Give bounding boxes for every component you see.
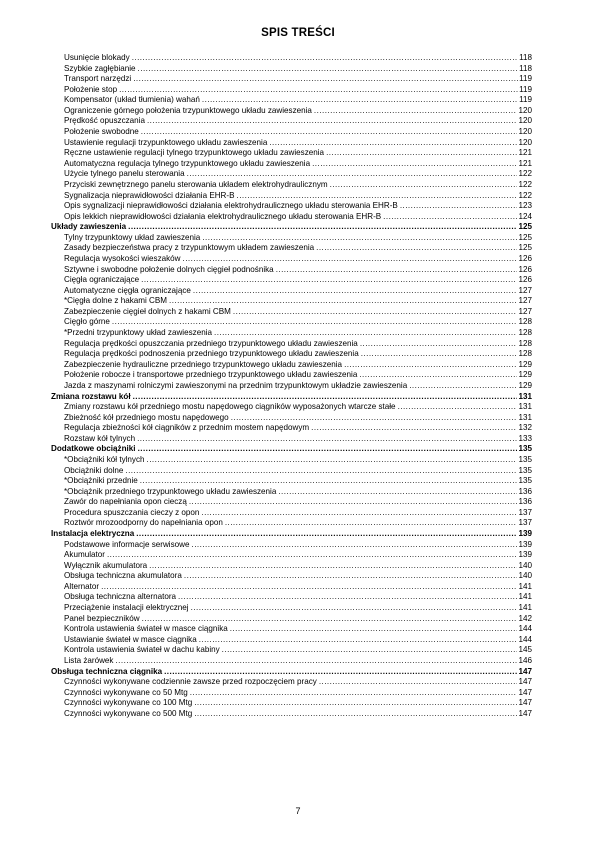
toc-entry-page: 119 [519,95,532,105]
toc-entry-title: Cięgło górne [64,317,110,327]
toc-entry[interactable] [64,402,532,413]
toc-entry[interactable] [64,635,532,646]
toc-dot-leader [187,169,518,180]
toc-entry[interactable] [64,296,532,307]
toc-dot-leader [132,53,518,64]
toc-dot-leader [344,360,517,371]
toc-section-entry[interactable] [51,529,532,540]
toc-entry-page: 122 [518,169,532,179]
toc-entry-page: 140 [518,560,532,570]
toc-entry[interactable] [64,64,532,75]
toc-dot-leader [199,635,518,646]
toc-entry[interactable] [64,540,532,551]
toc-entry-title: Wyłącznik akumulatora [64,560,148,570]
toc-entry-page: 121 [518,148,532,158]
toc-entry[interactable] [64,698,532,709]
toc-dot-leader [178,592,517,603]
toc-dot-leader [319,677,518,688]
toc-entry-page: 119 [519,74,532,84]
toc-entry-page: 145 [518,645,532,655]
toc-dot-leader [230,624,518,635]
toc-entry-page: 131 [518,402,532,412]
toc-entry-title: Obsługa techniczna akumulatora [64,571,182,581]
toc-entry[interactable] [64,53,532,64]
toc-section-entry[interactable] [51,222,532,233]
toc-dot-leader [101,582,517,593]
toc-dot-leader [214,328,517,339]
toc-entry-title: Roztwór mrozoodporny do napełniania opon [64,518,223,528]
toc-entry-page: 139 [518,539,532,549]
toc-entry[interactable] [64,487,532,498]
toc-entry-title: Obciążniki dolne [64,465,124,475]
toc-entry[interactable] [64,159,532,170]
toc-entry-page: 142 [518,613,532,623]
toc-dot-leader [201,508,517,519]
toc-entry[interactable] [64,201,532,212]
toc-entry-page: 128 [518,317,532,327]
toc-entry-title: Podstawowe informacje serwisowe [64,539,190,549]
toc-entry-page: 147 [518,666,532,676]
toc-entry-title: *Obciążnik przedniego trzypunktowego układu zawieszenia [64,486,277,496]
toc-entry-page: 126 [518,264,532,274]
toc-entry[interactable] [64,317,532,328]
toc-entry-title: Obsługa techniczna ciągnika [51,666,163,676]
toc-section-entry[interactable] [51,392,532,403]
toc-entry-title: *Przedni trzypunktowy układ zawieszenia [64,328,213,338]
toc-entry[interactable] [64,381,532,392]
toc-entry-title: Ustawianie świateł w masce ciągnika [64,634,197,644]
toc-entry[interactable] [64,508,532,519]
toc-dot-leader [409,381,517,392]
toc-entry-title: Kompensator (układ tłumienia) wahań [64,95,200,105]
toc-entry-page: 144 [518,634,532,644]
toc-entry-title: Panel bezpieczników [64,613,140,623]
toc-entry-title: Czynności wykonywane co 100 Mtg [64,698,193,708]
toc-entry-page: 141 [518,581,532,591]
toc-entry-title: Usunięcie blokady [64,53,130,62]
toc-entry[interactable] [64,254,532,265]
toc-entry[interactable] [64,677,532,688]
toc-entry-title: Rozstaw kół tylnych [64,433,136,443]
toc-entry[interactable] [64,476,532,487]
toc-entry[interactable] [64,233,532,244]
toc-entry-title: Ręczne ustawienie regulacji tylnego trzypunktowego układu zawieszenia [64,148,325,158]
toc-entry[interactable] [64,265,532,276]
toc-dot-leader [398,402,518,413]
toc-entry-title: *Obciążniki przednie [64,476,138,486]
toc-entry[interactable] [64,169,532,180]
toc-entry-page: 141 [518,592,532,602]
toc-entry-title: Regulacja zbieżności kół ciągników z przednim mostem napędowym [64,423,310,433]
toc-entry-title: Cięgła ograniczające [64,275,140,285]
toc-entry[interactable] [64,106,532,117]
toc-entry-page: 129 [518,359,532,369]
toc-section-entry[interactable] [51,667,532,678]
toc-entry-title: Procedura spuszczania cieczy z opon [64,507,200,517]
toc-entry-page: 128 [518,338,532,348]
toc-entry[interactable] [64,582,532,593]
toc-entry-title: Dodatkowe obciążniki [51,444,136,454]
toc-entry-title: Przyciski zewnętrznego panelu sterowania układem elektrohydraulicznym [64,179,328,189]
toc-entry-title: Instalacja elektryczna [51,529,135,539]
toc-entry-page: 135 [518,465,532,475]
toc-entry-title: Alternator [64,581,100,591]
toc-entry[interactable] [64,592,532,603]
toc-entry-page: 132 [518,423,532,433]
toc-entry[interactable] [64,561,532,572]
toc-entry[interactable] [64,413,532,424]
toc-entry[interactable] [64,127,532,138]
toc-dot-leader [191,603,518,614]
toc-dot-leader [138,444,518,455]
toc-dot-leader [194,709,517,720]
toc-dot-leader [330,180,518,191]
toc-dot-leader [361,349,518,360]
toc-dot-leader [147,116,518,127]
toc-entry-title: Użycie tylnego panelu sterowania [64,169,185,179]
toc-entry-page: 123 [518,201,532,211]
toc-dot-leader [314,106,518,117]
toc-dot-leader [276,265,518,276]
toc-dot-leader [316,243,517,254]
toc-entry-title: Akumulator [64,550,105,560]
toc-entry[interactable] [64,275,532,286]
toc-entry-title: Opis lekkich nieprawidłowości działania elektrohydraulicznego układu sterowania EHR-B [64,211,382,221]
toc-entry-title: Obsługa techniczna alternatora [64,592,177,602]
toc-entry-page: 129 [518,370,532,380]
toc-entry-page: 131 [518,412,532,422]
toc-entry[interactable] [64,339,532,350]
toc-dot-leader [147,455,518,466]
toc-entry-page: 139 [518,550,532,560]
toc-entry[interactable] [64,191,532,202]
toc-dot-leader [141,127,518,138]
toc-entry-title: Zmiana rozstawu kół [51,391,131,401]
toc-entry-title: Transport narzędzi [64,74,132,84]
toc-entry-page: 146 [518,655,532,665]
toc-dot-leader [222,645,518,656]
toc-entry-title: Układy zawieszenia [51,222,127,232]
toc-entry[interactable] [64,85,532,96]
toc-entry-page: 124 [518,211,532,221]
toc-entry[interactable] [64,349,532,360]
toc-entry[interactable] [64,550,532,561]
toc-entry-page: 120 [518,116,532,126]
toc-entry-title: *Obciążniki kół tylnych [64,454,145,464]
toc-dot-leader [136,529,517,540]
toc-dot-leader [360,339,518,350]
toc-dot-leader [400,201,518,212]
toc-dot-leader [311,423,517,434]
toc-entry-title: Jazda z maszynami rolniczymi zawieszonymi na przednim trzypunktowym układzie zawieszenia [64,380,408,390]
toc-entry-page: 128 [518,349,532,359]
toc-dot-leader [107,550,518,561]
toc-entry[interactable] [64,434,532,445]
toc-entry-title: Sygnalizacja nieprawidłowości działania EHR-B [64,190,235,200]
toc-entry[interactable] [64,180,532,191]
toc-dot-leader [233,307,518,318]
toc-entry[interactable] [64,370,532,381]
toc-entry-page: 135 [518,454,532,464]
toc-entry[interactable] [64,423,532,434]
toc-entry-page: 133 [518,433,532,443]
toc-entry-page: 147 [518,687,532,697]
toc-dot-leader [359,370,517,381]
toc-dot-leader [202,233,517,244]
toc-dot-leader [383,212,517,223]
toc-entry-page: 125 [518,222,532,232]
toc-entry-title: *Cięgła dolne z hakami CBM [64,296,168,306]
toc-dot-leader [189,497,518,508]
toc-entry[interactable] [64,518,532,529]
toc-entry-page: 147 [518,708,532,718]
toc-entry-page: 125 [518,243,532,253]
toc-entry-page: 137 [518,507,532,517]
toc-dot-leader [133,392,518,403]
toc-entry-page: 128 [518,328,532,338]
toc-dot-leader [231,413,518,424]
toc-dot-leader [112,317,518,328]
toc-dot-leader [202,95,518,106]
toc-entry-page: 147 [518,677,532,687]
toc-entry[interactable] [64,656,532,667]
toc-entry-title: Tylny trzypunktowy układ zawieszenia [64,232,201,242]
toc-entry-title: Kontrola ustawienia świateł w dachu kabiny [64,645,220,655]
toc-entry[interactable] [64,116,532,127]
toc-entry[interactable] [64,212,532,223]
toc-entry-page: 119 [519,84,532,94]
toc-dot-leader [278,487,517,498]
toc-entry-page: 144 [518,624,532,634]
toc-entry-page: 126 [518,275,532,285]
toc-entry-page: 135 [518,476,532,486]
toc-entry-page: 125 [518,232,532,242]
toc-entry-page: 140 [518,571,532,581]
toc-entry[interactable] [64,74,532,85]
toc-entry[interactable] [64,455,532,466]
toc-entry-page: 127 [518,306,532,316]
toc-entry-title: Zawór do napełniania opon cieczą [64,497,187,507]
toc-entry-title: Położenie swobodne [64,127,139,137]
toc-entry[interactable] [64,307,532,318]
toc-entry[interactable] [64,466,532,477]
toc-entry[interactable] [64,95,532,106]
toc-entry-page: 121 [518,158,532,168]
toc-entry[interactable] [64,709,532,720]
toc-entry-page: 118 [519,53,532,62]
toc-dot-leader [125,466,517,477]
toc-entry[interactable] [64,603,532,614]
toc-dot-leader [312,159,517,170]
toc-entry-title: Automatyczne cięgła ograniczające [64,285,191,295]
toc-dot-leader [115,656,517,667]
toc-entry[interactable] [64,624,532,635]
toc-dot-leader [193,286,518,297]
toc-entry-title: Automatyczna regulacja tylnego trzypunktowego układu zawieszenia [64,158,311,168]
toc-entry-title: Czynności wykonywane codziennie zawsze przed rozpoczęciem pracy [64,677,317,687]
toc-entry-page: 127 [518,296,532,306]
toc-entry[interactable] [64,571,532,582]
toc-entry[interactable] [64,688,532,699]
toc-dot-leader [140,476,518,487]
toc-entry-title: Kontrola ustawienia świateł w masce ciągnika [64,624,228,634]
toc-entry-title: Zasady bezpieczeństwa pracy z trzypunktowym układem zawieszenia [64,243,315,253]
toc-section-entry[interactable] [51,444,532,455]
toc-entry-title: Regulacja prędkości podnoszenia przedniego trzypunktowego układu zawieszenia [64,349,359,359]
toc-dot-leader [141,275,517,286]
toc-entry-title: Opis sygnalizacji nieprawidłowości działania elektrohydraulicznego układu sterowania EHR-B [64,201,398,211]
toc-entry-page: 120 [518,127,532,137]
toc-dot-leader [237,191,518,202]
toc-entry-page: 129 [518,380,532,390]
toc-entry-page: 126 [518,253,532,263]
toc-entry[interactable] [64,138,532,149]
toc-entry-title: Czynności wykonywane co 500 Mtg [64,708,193,718]
page-title: SPIS TREŚCI [261,27,335,39]
toc-entry-page: 131 [518,391,532,401]
toc-entry-page: 141 [518,603,532,613]
toc-entry-title: Regulacja prędkości opuszczania przedniego trzypunktowego układu zawieszenia [64,338,358,348]
toc-entry-title: Szybkie zagłębianie [64,63,136,73]
toc-dot-leader [142,614,518,625]
toc-dot-leader [128,222,517,233]
toc-entry-title: Prędkość opuszczania [64,116,145,126]
toc-entry-page: 135 [518,444,532,454]
toc-entry-title: Położenie robocze i transportowe przedniego trzypunktowego układu zawieszenia [64,370,358,380]
toc-entry-page: 118 [519,63,532,73]
toc-entry[interactable] [64,243,532,254]
toc-entry-title: Sztywne i swobodne położenie dolnych cięgieł podnośnika [64,264,274,274]
toc-entry-title: Czynności wykonywane co 50 Mtg [64,687,188,697]
toc-entry-title: Zabezpieczenie cięgieł dolnych z hakami CBM [64,306,231,316]
toc-entry-page: 122 [518,190,532,200]
toc-entry[interactable] [64,360,532,371]
toc-entry-page: 136 [518,486,532,496]
toc-entry-title: Położenie stop [64,84,118,94]
toc-entry-page: 136 [518,497,532,507]
toc-entry-page: 120 [518,137,532,147]
toc-dot-leader [183,254,518,265]
toc-dot-leader [326,148,517,159]
toc-dot-leader [184,571,518,582]
toc-entry-title: Przeciążenie instalacji elektrycznej [64,603,189,613]
toc-dot-leader [119,85,518,96]
toc-dot-leader [149,561,517,572]
toc-entry[interactable] [64,645,532,656]
toc-entry-page: 127 [518,285,532,295]
toc-dot-leader [164,667,517,678]
toc-entry-title: Zabezpieczenie hydrauliczne przedniego trzypunktowego układu zawieszenia [64,359,343,369]
toc-dot-leader [169,296,517,307]
toc-dot-leader [225,518,518,529]
toc-entry-page: 139 [518,529,532,539]
toc-entry-title: Ograniczenie górnego położenia trzypunktowego układu zawieszenia [64,105,312,115]
toc-dot-leader [192,540,518,551]
toc-dot-leader [194,698,517,709]
toc-dot-leader [137,434,517,445]
toc-entry[interactable] [64,286,532,297]
toc-dot-leader [269,138,517,149]
toc-entry-page: 147 [518,698,532,708]
table-of-contents [0,53,596,719]
toc-entry-page: 137 [518,518,532,528]
toc-dot-leader [190,688,518,699]
toc-entry-title: Zbieżność kół przedniego mostu napędowego [64,412,229,422]
toc-entry-page: 122 [518,179,532,189]
toc-dot-leader [133,74,518,85]
toc-entry-title: Lista żarówek [64,655,114,665]
toc-entry[interactable] [64,148,532,159]
toc-entry-title: Regulacja wysokości wieszaków [64,253,181,263]
toc-dot-leader [138,64,519,75]
toc-entry-title: Ustawienie regulacji trzypunktowego układu zawieszenia [64,137,268,147]
toc-entry[interactable] [64,328,532,339]
toc-entry[interactable] [64,614,532,625]
page-number: 7 [295,806,301,816]
toc-entry[interactable] [64,497,532,508]
toc-entry-page: 120 [518,105,532,115]
toc-entry-title: Zmiany rozstawu kół przedniego mostu napędowego ciągników wyposażonych wtarcze stałe [64,402,396,412]
